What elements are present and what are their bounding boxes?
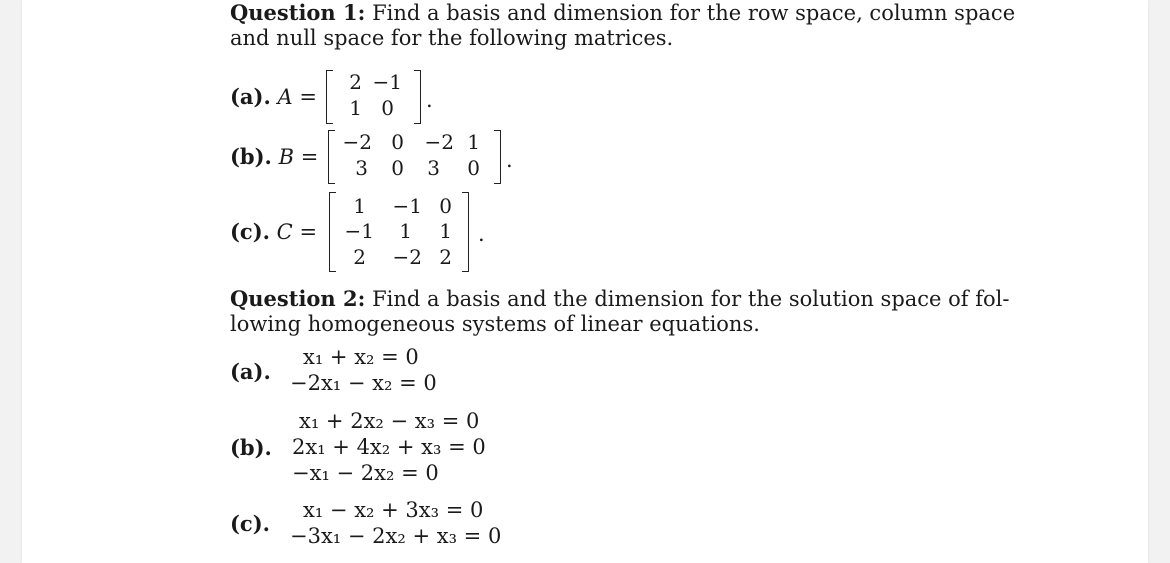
matrix-cell: 0 [467, 156, 480, 180]
matrix-cell: 1 [353, 194, 366, 218]
matrix-cell: 1 [439, 219, 452, 243]
q1a-label: (a). [230, 84, 271, 109]
q2c-label: (c). [230, 511, 270, 536]
q1c-right-bracket [462, 192, 469, 272]
q1a-eq: = [299, 85, 317, 109]
matrix-cell: 1 [349, 96, 362, 120]
q2-line1 [230, 288, 1009, 310]
q2-text-line2: lowing homogeneous systems of linear equations. [230, 312, 760, 336]
matrix-cell: 2 [349, 70, 362, 94]
q2b-eq3: −x₁ − 2x₂ = 0 [292, 461, 439, 485]
q1a-period: . [426, 88, 433, 112]
matrix-cell: 1 [467, 130, 480, 154]
matrix-cell: 0 [391, 156, 404, 180]
matrix-cell: −2 [342, 130, 372, 154]
matrix-cell: −1 [392, 194, 422, 218]
matrix-cell: 0 [439, 194, 452, 218]
q2c-eq1: x₁ − x₂ + 3x₃ = 0 [303, 498, 484, 522]
matrix-cell: 3 [427, 156, 440, 180]
q1c-eq: = [299, 220, 318, 244]
q1b-label: (b). [230, 144, 272, 169]
matrix-cell: 1 [399, 219, 412, 243]
q1b-var: B [278, 145, 294, 169]
q1c-label: (c). [230, 219, 270, 244]
q1a-var: A [277, 85, 293, 109]
q1a-label-row [230, 86, 317, 108]
q1b-period: . [506, 148, 513, 172]
q1-line1 [230, 2, 1015, 24]
q1-heading: Question 1: [230, 0, 366, 25]
q1-text-line1: Find a basis and dimension for the row space, column space [372, 1, 1016, 25]
q1c-label-row [230, 221, 317, 243]
matrix-cell: −2 [392, 245, 422, 269]
q1-text-line2: and null space for the following matrices. [230, 26, 674, 50]
matrix-cell: −1 [372, 70, 402, 94]
q1b-left-bracket [328, 130, 335, 184]
matrix-cell: 2 [439, 245, 452, 269]
q2a-label: (a). [230, 359, 271, 384]
q2-heading: Question 2: [230, 286, 366, 311]
q2b-eq1: x₁ + 2x₂ − x₃ = 0 [299, 409, 480, 433]
q2a-eq1: x₁ + x₂ = 0 [303, 345, 419, 369]
q2-text-line1: Find a basis and the dimension for the solution space of fol- [372, 287, 1010, 311]
q1b-eq: = [300, 145, 319, 169]
q2b-label: (b). [230, 435, 272, 460]
matrix-cell: 3 [355, 156, 368, 180]
document-page [22, 0, 1148, 563]
q1c-var: C [276, 220, 293, 244]
q1b-right-bracket [494, 130, 501, 184]
matrix-cell: 2 [353, 245, 366, 269]
q2c-eq2: −3x₁ − 2x₂ + x₃ = 0 [290, 524, 502, 548]
q1b-label-row [230, 146, 318, 168]
q1c-period: . [478, 222, 485, 246]
matrix-cell: −1 [344, 219, 374, 243]
q1a-left-bracket [326, 70, 333, 124]
matrix-cell: 0 [381, 96, 394, 120]
matrix-cell: 0 [391, 130, 404, 154]
q2b-eq2: 2x₁ + 4x₂ + x₃ = 0 [292, 435, 486, 459]
matrix-cell: −2 [424, 130, 454, 154]
q1a-right-bracket [414, 70, 421, 124]
q1c-left-bracket [329, 192, 336, 272]
q2a-eq2: −2x₁ − x₂ = 0 [290, 371, 437, 395]
